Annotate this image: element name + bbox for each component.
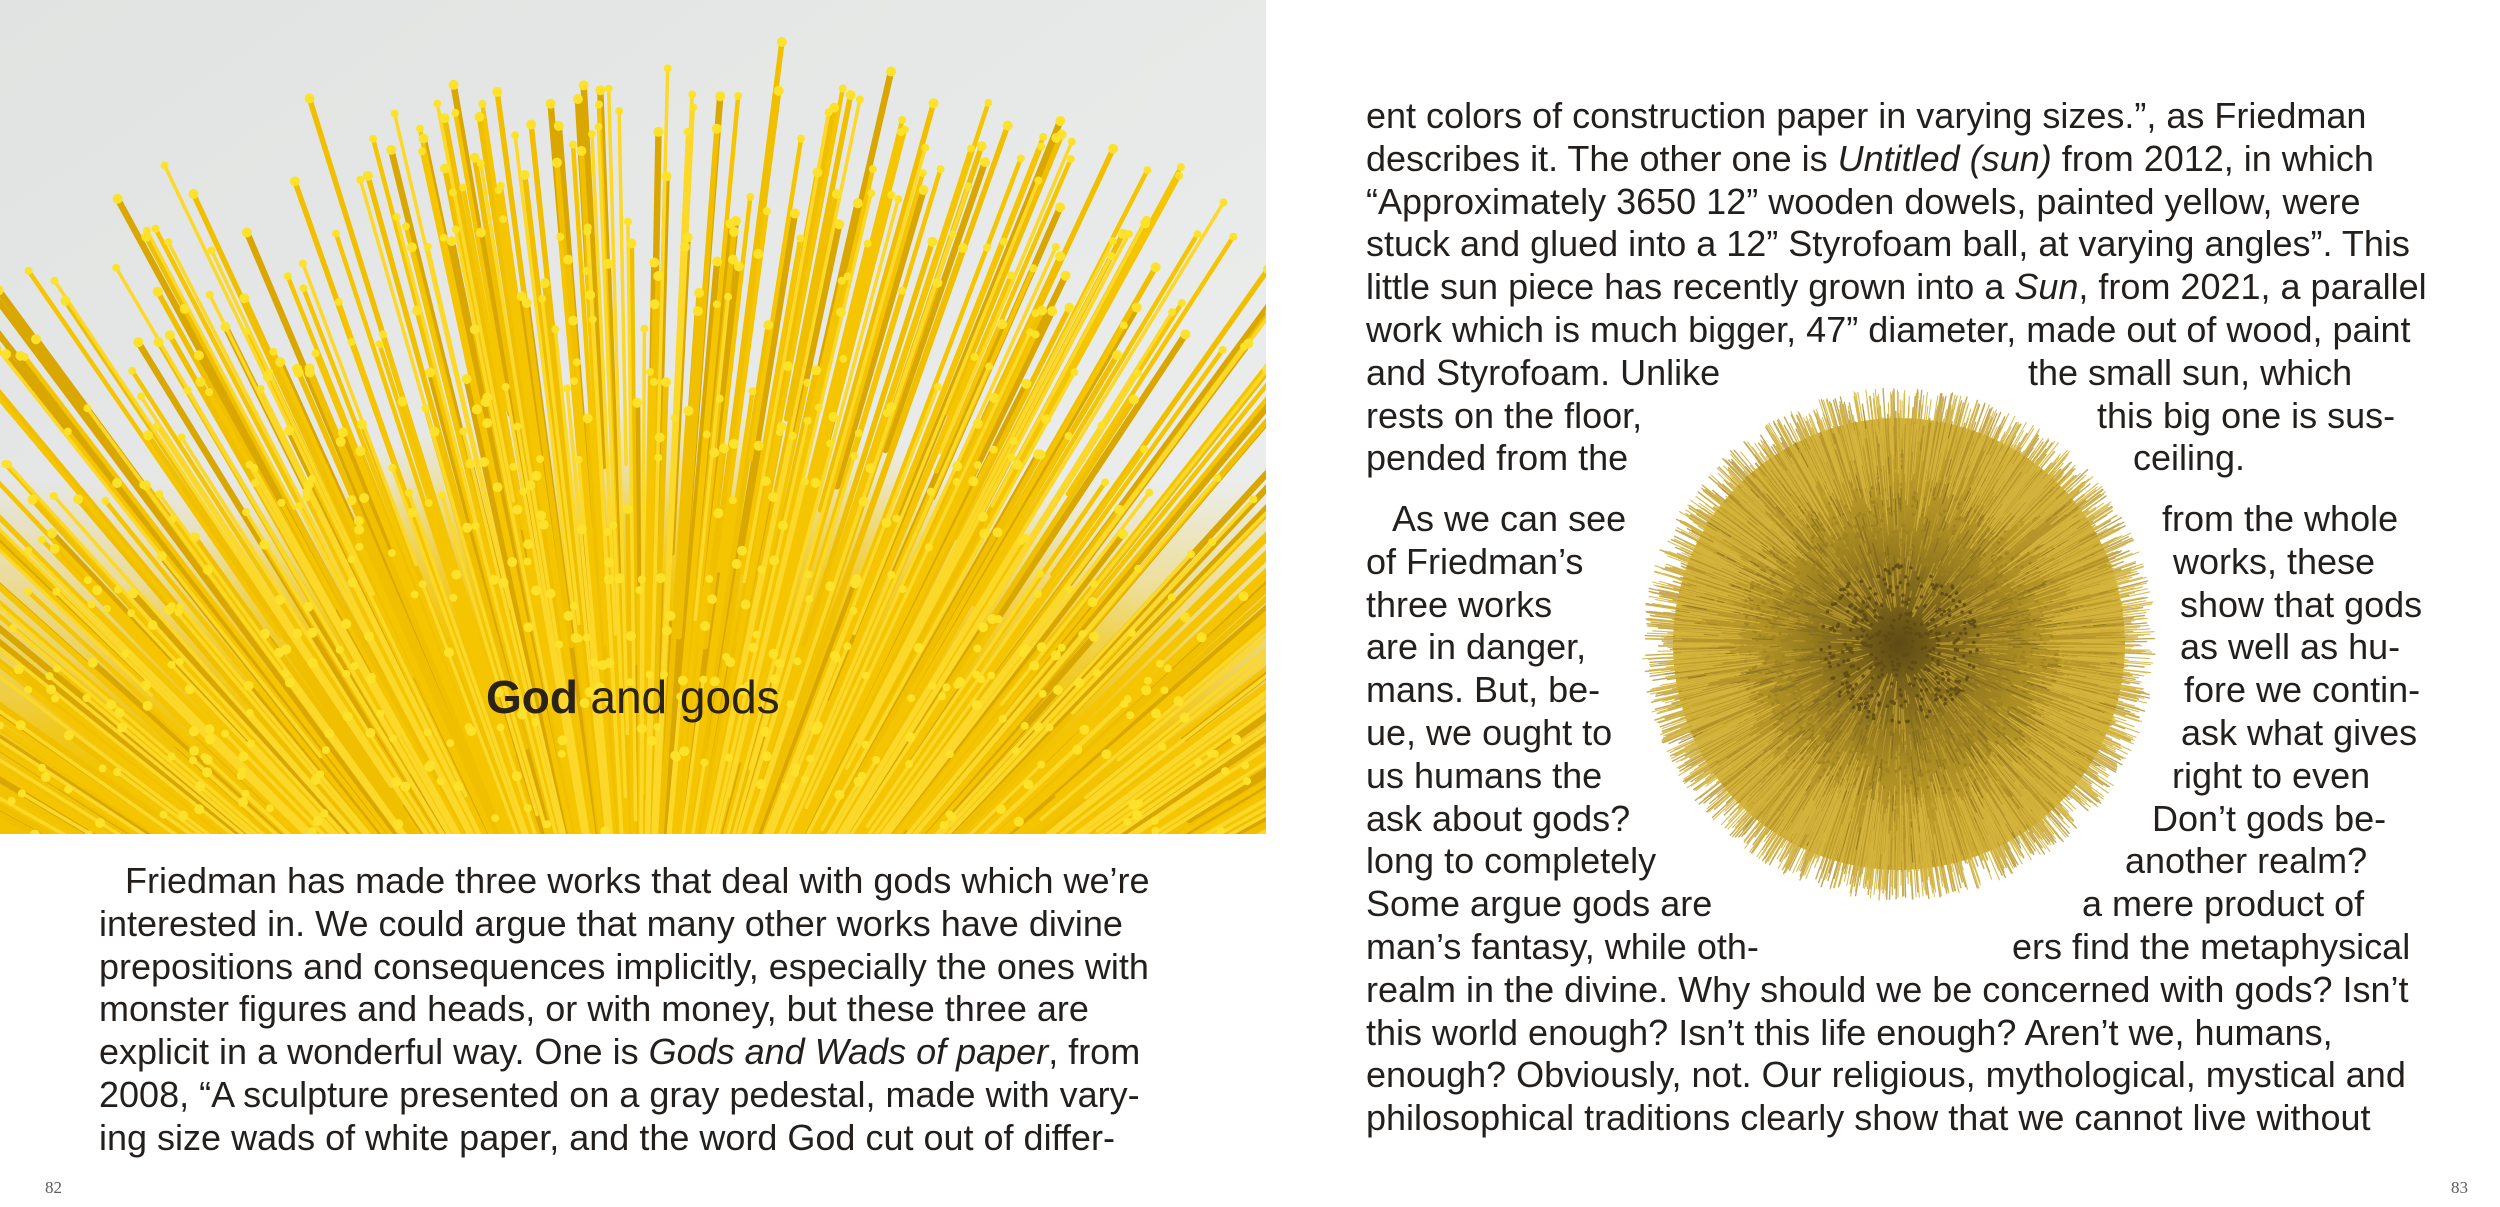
text-run-right: fore we contin- (2184, 669, 2421, 711)
text-line: Friedman has made three works that deal with gods which we’re (125, 860, 1150, 901)
heading-bold-word: God (486, 671, 578, 723)
text-run-right: Don’t gods be- (2152, 797, 2387, 839)
artwork-title: Gods and Wads of paper (648, 1031, 1049, 1073)
artwork-title: Untitled (sun) (1837, 137, 2052, 179)
right-page (1266, 0, 2500, 1207)
paragraph (1366, 498, 2423, 1140)
text-line (1366, 711, 2418, 755)
text-run-right: this big one is sus- (2097, 394, 2396, 436)
text-run-right: another realm? (2125, 840, 2368, 882)
text-line (1366, 541, 2409, 584)
text-line (1366, 669, 2421, 712)
text-line: this world enough? Isn’t this life enough? Aren’t we, humans, (1366, 1011, 2333, 1053)
text-run-left: long to completely (1366, 840, 1657, 882)
text-run-left: three works (1366, 583, 1553, 625)
text-run-right: the small sun, which (2028, 351, 2353, 393)
text-run: describes it. The other one is (1366, 137, 1838, 179)
text-run-left: pended from the (1366, 437, 1629, 479)
text-run: from 2012, in which (2051, 137, 2374, 179)
text-run: little sun piece has recently grown into a (1366, 266, 2015, 308)
text-run-left: Some argue gods are (1366, 883, 1713, 925)
text-line (1366, 840, 2409, 883)
text-line (1366, 498, 2409, 541)
text-line: “Approximately 3650 12” wooden dowels, painted yellow, were (1366, 180, 2361, 222)
body-text-left (99, 860, 1150, 1160)
heading-rest: and gods (590, 671, 780, 723)
text-line: prepositions and consequences implicitly, especially the ones with (99, 945, 1149, 987)
text-line: ing size wads of white paper, and the word God cut out of differ- (99, 1116, 1115, 1158)
text-run-right: from the whole (2162, 498, 2399, 539)
text-line (1366, 266, 2427, 309)
text-line (1366, 626, 2409, 669)
text-run-right: a mere product of (2082, 883, 2365, 925)
text-line: realm in the divine. Why should we be concerned with gods? Isn’t (1366, 968, 2409, 1010)
text-run-left: ask about gods? (1366, 797, 1631, 839)
text-run-left: As we can see (1392, 498, 1627, 539)
text-line (1366, 352, 2427, 395)
artwork-title: Sun (2014, 266, 2079, 308)
text-line: 2008, “A sculpture presented on a gray pedestal, made with vary- (99, 1073, 1140, 1115)
text-line: stuck and glued into a 12” Styrofoam ball, at varying angles”. This (1366, 223, 2410, 265)
text-line: enough? Obviously, not. Our religious, mythological, mystical and (1366, 1054, 2406, 1096)
text-line (1366, 138, 2427, 181)
text-run-right: right to even (2172, 754, 2371, 796)
text-line: interested in. We could argue that many other works have divine (99, 902, 1123, 944)
text-run-left: ue, we ought to (1366, 711, 1613, 753)
text-run-left: man’s fantasy, while oth- (1366, 925, 1759, 967)
text-run-right: works, these (2173, 540, 2376, 582)
text-line (1366, 883, 2409, 926)
text-line (1366, 755, 2409, 798)
text-run-right: ceiling. (2133, 437, 2246, 479)
text-run-left: rests on the floor, (1366, 394, 1643, 436)
text-run-right: ask what gives (2181, 711, 2418, 753)
text-line (1366, 437, 2427, 480)
text-run: , from (1048, 1031, 1141, 1073)
text-line: ent colors of construction paper in varying sizes.”, as Friedman (1366, 95, 2367, 136)
text-run-left: of Friedman’s (1366, 540, 1584, 582)
text-line: philosophical traditions clearly show that we cannot live without (1366, 1097, 2371, 1139)
text-run-left: and Styrofoam. Unlike (1366, 351, 1721, 393)
page-number: 82 (45, 1178, 62, 1197)
text-run-right: ers find the metaphysical (2012, 925, 2411, 967)
text-run: explicit in a wonderful way. One is (99, 1031, 649, 1073)
text-line (1366, 583, 2423, 627)
chapter-heading (486, 669, 780, 725)
text-run: , from 2021, a parallel (2078, 266, 2427, 308)
page-number: 83 (2451, 1178, 2468, 1197)
text-line (99, 1031, 1150, 1074)
text-line (1366, 926, 2409, 969)
text-run-left: mans. But, be- (1366, 669, 1601, 711)
text-run-right: show that gods (2180, 583, 2423, 625)
text-run-left: are in danger, (1366, 626, 1587, 668)
text-run-right: as well as hu- (2180, 626, 2401, 668)
text-line (1366, 798, 2409, 841)
text-line: work which is much bigger, 47” diameter, made out of wood, paint (1366, 308, 2411, 350)
text-line (1366, 395, 2427, 438)
paragraph-continued (1366, 95, 2427, 480)
text-run-left: us humans the (1366, 754, 1603, 796)
text-line: monster figures and heads, or with money, but these three are (99, 988, 1089, 1030)
